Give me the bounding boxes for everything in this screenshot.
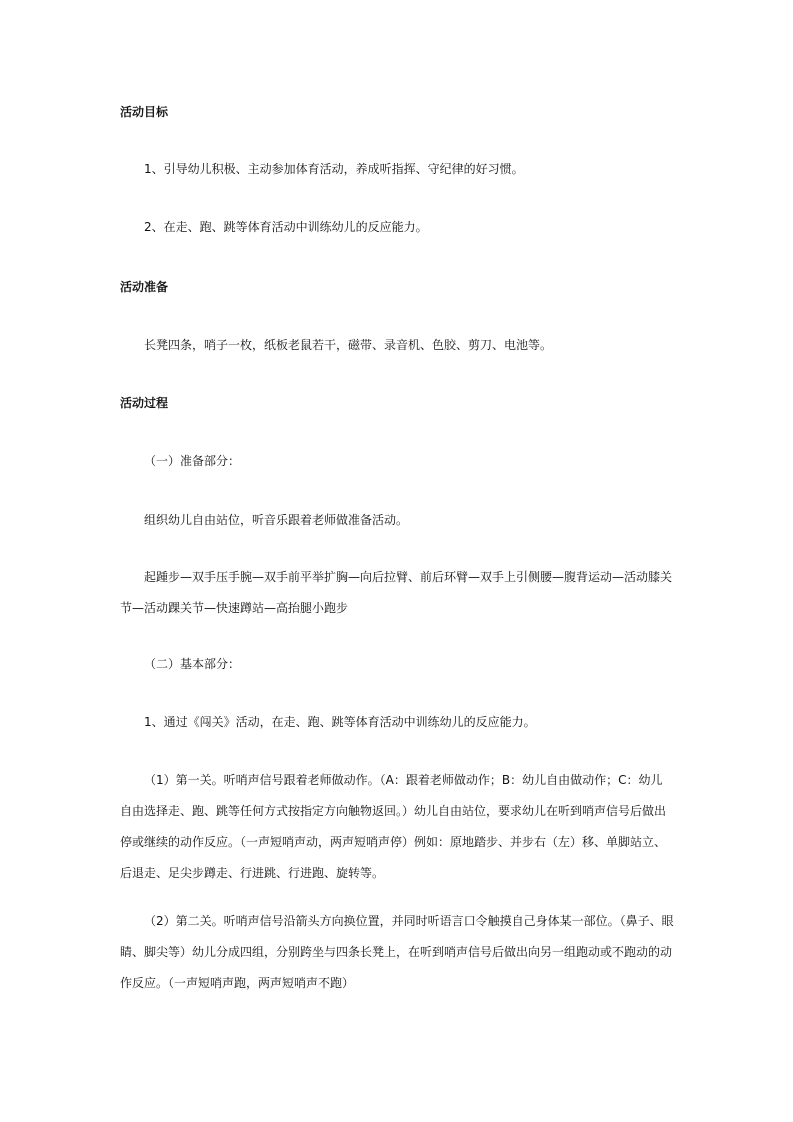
section-heading-goals: 活动目标 (120, 105, 169, 119)
paragraph-level-2: （2）第二关。听哨声信号沿箭头方向换位置，并同时听语言口令触摸自己身体某一部位。（鼻子、眼睛、脚尖等）幼儿分成四组，分别跨坐与四条长凳上，在听到哨声信号后做出向另一组跑动或不跑动的动作反应。（一声短哨声跑，两声短哨声不跑） (120, 914, 674, 990)
paragraph-part-2-title: （二）基本部分： (144, 657, 241, 671)
paragraph-warmup-intro: 组织幼儿自由站位，听音乐跟着老师做准备活动。 (144, 513, 409, 527)
paragraph-part-1-title: （一）准备部分： (144, 454, 241, 468)
section-heading-preparation: 活动准备 (120, 280, 169, 294)
paragraph-materials: 长凳四条，哨子一枚，纸板老鼠若干，磁带、录音机、色胶、剪刀、电池等。 (144, 338, 553, 352)
paragraph-warmup-steps: 起踵步—双手压手腕—双手前平举扩胸—向后拉臂、前后环臂—双手上引侧腰—腹背运动—活动膝关节—活动踝关节—快速蹲站—高抬腿小跑步 (120, 570, 673, 615)
paragraph-activity-1: 1、通过《闯关》活动，在走、跑、跳等体育活动中训练幼儿的反应能力。 (144, 715, 536, 729)
paragraph-goal-2: 2、在走、跑、跳等体育活动中训练幼儿的反应能力。 (144, 220, 428, 234)
paragraph-goal-1: 1、引导幼儿积极、主动参加体育活动，养成听指挥、守纪律的好习惯。 (144, 162, 524, 176)
section-heading-process: 活动过程 (120, 396, 169, 410)
paragraph-level-1: （1）第一关。听哨声信号跟着老师做动作。（A：跟着老师做动作；B：幼儿自由做动作；C：幼儿自由选择走、跑、跳等任何方式按指定方向触物返回。）幼儿自由站位，要求幼儿在听到哨声信号后做出停或继续的动作反应。（一声短哨声动，两声短哨声停）例如：原地踏步、并步右（左）移、单脚站立、后退走、足尖步蹲走、行进跳、行进跑、旋转等。 (120, 773, 667, 880)
